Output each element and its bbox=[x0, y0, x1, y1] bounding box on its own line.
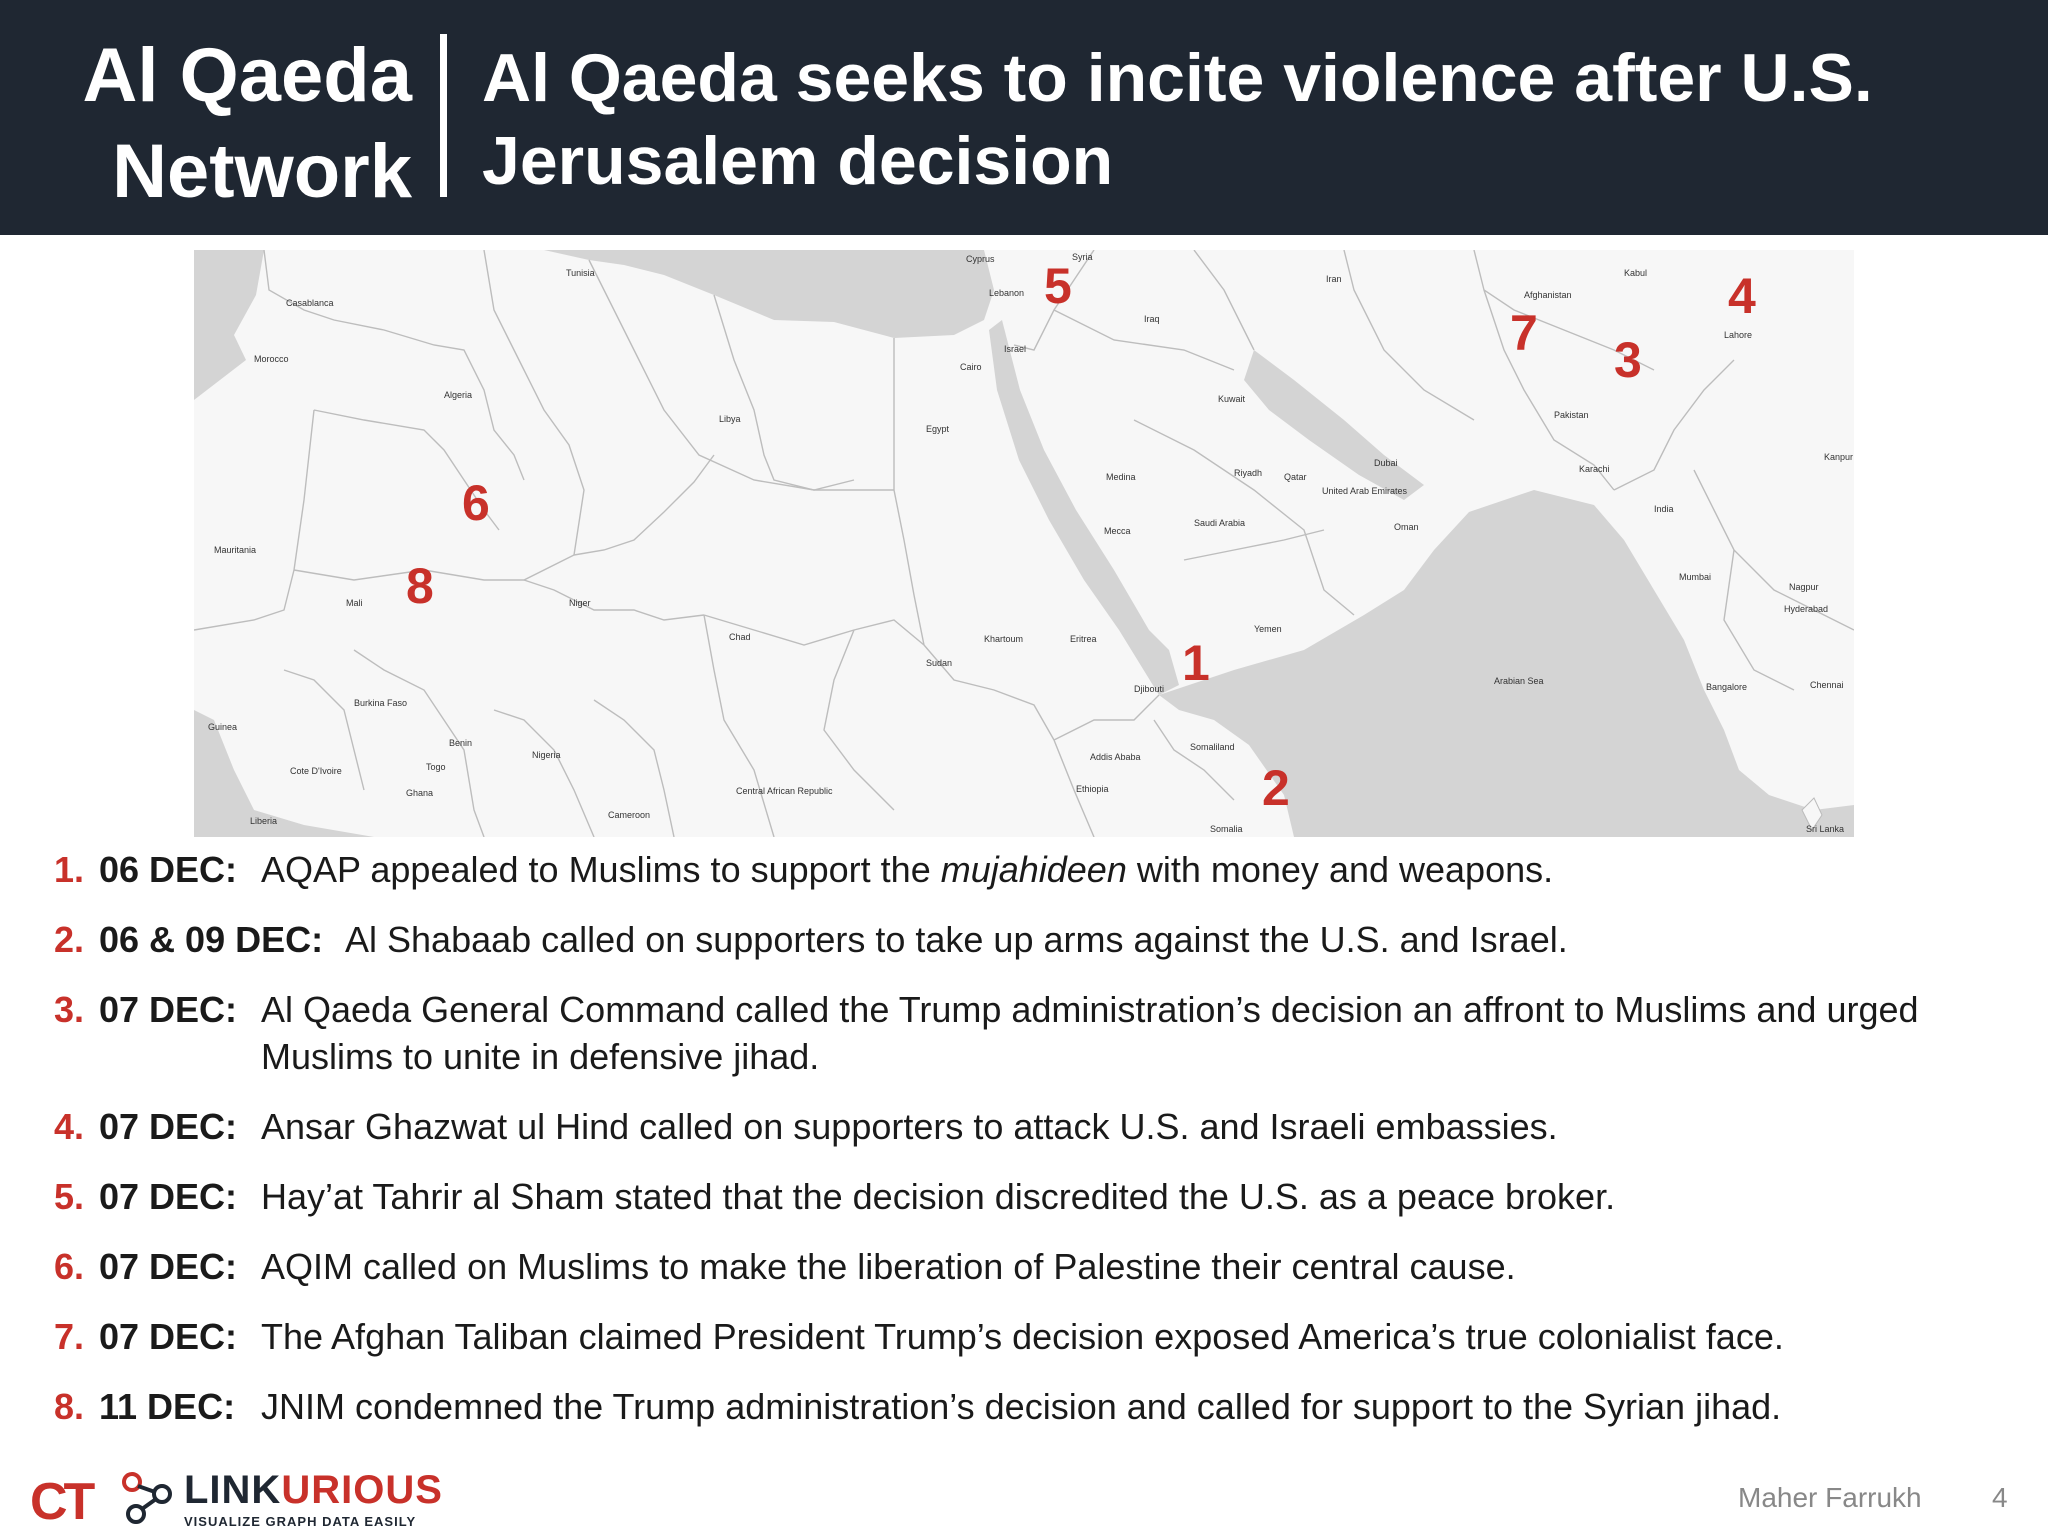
label-afghanistan: Afghanistan bbox=[1524, 290, 1572, 300]
label-kabul: Kabul bbox=[1624, 268, 1648, 278]
item-number: 2. bbox=[54, 919, 85, 960]
label-ethiopia: Ethiopia bbox=[1076, 784, 1109, 794]
item-text-before: AQAP appealed to Muslims to support the bbox=[261, 849, 941, 890]
label-kuwait: Kuwait bbox=[1218, 394, 1246, 404]
section-title bbox=[0, 28, 412, 220]
label-syria: Syria bbox=[1072, 252, 1093, 262]
item-date: 07 DEC: bbox=[99, 989, 238, 1030]
section-title-line1: Al Qaeda bbox=[82, 33, 412, 118]
label-ghana: Ghana bbox=[406, 788, 434, 798]
map-marker-8: 8 bbox=[406, 558, 434, 614]
label-casablanca: Casablanca bbox=[286, 298, 334, 308]
label-khartoum: Khartoum bbox=[984, 634, 1024, 644]
item-date: 07 DEC: bbox=[99, 1176, 238, 1217]
item-number: 8. bbox=[54, 1386, 85, 1427]
brand-name bbox=[184, 1468, 443, 1513]
map-marker-5: 5 bbox=[1044, 258, 1072, 314]
label-guinea: Guinea bbox=[208, 722, 238, 732]
label-burkina: Burkina Faso bbox=[354, 698, 408, 708]
label-india-label: India bbox=[1654, 504, 1674, 514]
label-bangalore: Bangalore bbox=[1706, 682, 1748, 692]
label-uae: United Arab Emirates bbox=[1322, 486, 1408, 496]
graph-nodes-icon bbox=[118, 1468, 178, 1528]
list-item bbox=[54, 846, 2014, 893]
item-number: 1. bbox=[54, 849, 85, 890]
ct-logo: CT bbox=[30, 1473, 92, 1531]
event-list bbox=[54, 846, 2014, 1453]
section-title-line2: Network bbox=[112, 129, 412, 214]
item-date: 06 & 09 DEC: bbox=[99, 919, 324, 960]
label-srilanka: Sri Lanka bbox=[1806, 824, 1845, 834]
item-date: 06 DEC: bbox=[99, 849, 238, 890]
map-marker-4: 4 bbox=[1728, 268, 1756, 324]
label-chennai: Chennai bbox=[1810, 680, 1844, 690]
label-arabian: Arabian Sea bbox=[1494, 676, 1544, 686]
label-hyderabad: Hyderabad bbox=[1784, 604, 1829, 614]
label-algeria: Algeria bbox=[444, 390, 473, 400]
item-text: Ansar Ghazwat ul Hind called on supporters to attack U.S. and Israeli embassies. bbox=[261, 1106, 1558, 1147]
list-item bbox=[54, 916, 2014, 963]
item-text: Hay’at Tahrir al Sham stated that the decision discredited the U.S. as a peace broker. bbox=[261, 1176, 1616, 1217]
item-number: 5. bbox=[54, 1176, 85, 1217]
label-karachi: Karachi bbox=[1579, 464, 1610, 474]
label-egypt: Egypt bbox=[926, 424, 950, 434]
label-car: Central African Republic bbox=[736, 786, 833, 796]
list-item bbox=[54, 1383, 2014, 1430]
label-morocco: Morocco bbox=[254, 354, 289, 364]
list-item bbox=[54, 1243, 2014, 1290]
label-libya: Libya bbox=[719, 414, 741, 424]
label-medina: Medina bbox=[1106, 472, 1136, 482]
label-nagpur: Nagpur bbox=[1789, 582, 1819, 592]
item-text: Al Qaeda General Command called the Trump administration’s decision an affront to Muslims and urged Muslims to unite in defensive jihad. bbox=[261, 989, 1919, 1077]
list-item bbox=[54, 986, 2014, 1080]
label-israel: Israel bbox=[1004, 344, 1027, 354]
map-marker-6: 6 bbox=[462, 475, 490, 531]
label-niger: Niger bbox=[569, 598, 591, 608]
label-mali: Mali bbox=[346, 598, 363, 608]
list-item bbox=[54, 1173, 2014, 1220]
map-marker-1: 1 bbox=[1182, 635, 1210, 691]
label-somalia: Somalia bbox=[1210, 824, 1243, 834]
label-kanpur: Kanpur bbox=[1824, 452, 1854, 462]
label-togo: Togo bbox=[426, 762, 446, 772]
label-cote: Cote D'Ivoire bbox=[290, 766, 342, 776]
map-marker-7: 7 bbox=[1510, 305, 1538, 361]
map-svg bbox=[194, 250, 1854, 837]
label-addis: Addis Ababa bbox=[1090, 752, 1141, 762]
label-qatar: Qatar bbox=[1284, 472, 1307, 482]
map-marker-3: 3 bbox=[1614, 332, 1642, 388]
label-cameroon: Cameroon bbox=[608, 810, 651, 820]
item-text: Al Shabaab called on supporters to take up arms against the U.S. and Israel. bbox=[345, 919, 1568, 960]
page-number: 4 bbox=[1992, 1482, 2008, 1513]
region-map bbox=[194, 250, 1854, 837]
label-cyprus: Cyprus bbox=[966, 254, 995, 264]
label-iraq: Iraq bbox=[1144, 314, 1160, 324]
item-text: AQIM called on Muslims to make the liberation of Palestine their central cause. bbox=[261, 1246, 1516, 1287]
item-number: 7. bbox=[54, 1316, 85, 1357]
item-text: The Afghan Taliban claimed President Trump’s decision exposed America’s true colonialist face. bbox=[261, 1316, 1784, 1357]
slide-footer bbox=[0, 1462, 2048, 1536]
brand-name-part1: LINK bbox=[184, 1468, 282, 1512]
label-cairo: Cairo bbox=[960, 362, 982, 372]
label-yemen: Yemen bbox=[1254, 624, 1282, 634]
list-item bbox=[54, 1103, 2014, 1150]
brand-name-part2: URIOUS bbox=[281, 1468, 443, 1512]
brand-tagline: VISUALIZE GRAPH DATA EASILY bbox=[184, 1514, 417, 1529]
label-somaliland: Somaliland bbox=[1190, 742, 1235, 752]
label-saudi: Saudi Arabia bbox=[1194, 518, 1246, 528]
linkurious-logo bbox=[118, 1468, 443, 1533]
slide-header bbox=[0, 0, 2048, 235]
item-number: 3. bbox=[54, 989, 85, 1030]
label-mauritania: Mauritania bbox=[214, 545, 257, 555]
item-date: 07 DEC: bbox=[99, 1316, 238, 1357]
item-number: 6. bbox=[54, 1246, 85, 1287]
label-dubai: Dubai bbox=[1374, 458, 1398, 468]
label-djibouti: Djibouti bbox=[1134, 684, 1165, 694]
item-date: 07 DEC: bbox=[99, 1246, 238, 1287]
item-date: 07 DEC: bbox=[99, 1106, 238, 1147]
label-mumbai: Mumbai bbox=[1679, 572, 1712, 582]
label-iran: Iran bbox=[1326, 274, 1342, 284]
item-text: JNIM condemned the Trump administration’s decision and called for support to the Syrian jihad. bbox=[261, 1386, 1782, 1427]
label-eritrea: Eritrea bbox=[1070, 634, 1097, 644]
label-riyadh: Riyadh bbox=[1234, 468, 1263, 478]
label-mecca: Mecca bbox=[1104, 526, 1131, 536]
list-item bbox=[54, 1313, 2014, 1360]
slide-title: Al Qaeda seeks to incite violence after U.S. Jerusalem decision bbox=[482, 40, 1873, 199]
item-date: 11 DEC: bbox=[99, 1386, 236, 1427]
label-liberia: Liberia bbox=[250, 816, 278, 826]
item-text-after: with money and weapons. bbox=[1126, 849, 1554, 890]
author-name: Maher Farrukh bbox=[1738, 1482, 1922, 1513]
label-sudan: Sudan bbox=[926, 658, 953, 668]
label-oman: Oman bbox=[1394, 522, 1419, 532]
header-divider bbox=[440, 34, 447, 197]
label-chad: Chad bbox=[729, 632, 751, 642]
item-text bbox=[261, 849, 1553, 890]
item-number: 4. bbox=[54, 1106, 85, 1147]
map-marker-2: 2 bbox=[1262, 760, 1290, 816]
label-lahore: Lahore bbox=[1724, 330, 1753, 340]
label-pakistan: Pakistan bbox=[1554, 410, 1589, 420]
label-lebanon: Lebanon bbox=[989, 288, 1025, 298]
label-nigeria: Nigeria bbox=[532, 750, 561, 760]
label-tunisia: Tunisia bbox=[566, 268, 595, 278]
item-emphasis: mujahideen bbox=[940, 849, 1127, 890]
label-benin: Benin bbox=[449, 738, 473, 748]
